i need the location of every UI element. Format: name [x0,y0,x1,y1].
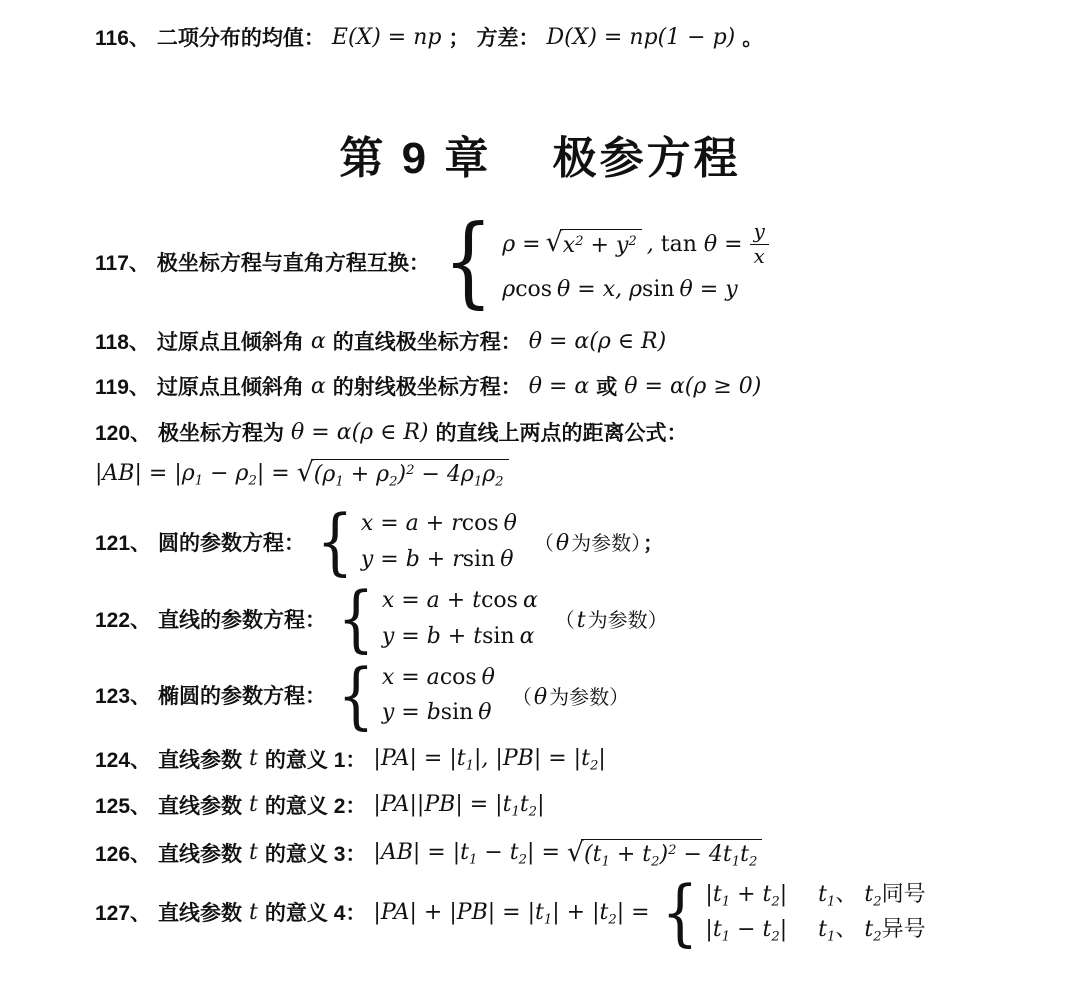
paren-open: （ [554,610,575,633]
radicand: $(t_1 + t_2)^2 - 4t_1t_2$ [581,839,762,867]
formula-item-125 [95,790,1040,820]
formula-item-126 [95,838,1040,868]
case-row [502,221,774,268]
case-row: x = a cos θ [381,664,495,690]
t-meaning-formula: $|PA| + |PB| = |t_1| + |t_2|$ = [373,899,650,928]
formula-item-123 [95,652,1040,737]
t-meaning-formula: $|PA||PB| = |t_1t_2|$ [373,792,545,820]
item-number: 126、 [95,842,152,866]
denominator: x [753,244,765,268]
item-label: 椭圆的参数方程： [158,685,327,709]
item-label: 的意义 3： [264,842,367,866]
note-text: 为参数） [549,686,630,709]
equation-system [333,576,538,661]
note-text: 为参数） [571,533,642,556]
note-text: 为参数） [587,610,668,633]
case-row [705,881,930,909]
formula-item-120-formula [95,457,1040,490]
item-label: 直线参数 [158,748,243,772]
formula-item-127 [95,869,1040,954]
cases-brace: { [316,499,354,584]
param-variable: t [576,608,586,634]
case-condition: $t_1$、 $t_2$同号 [818,881,926,910]
separator: ； [448,27,470,50]
equation-system [657,869,931,954]
numerator: y [750,221,769,245]
item-number: 119、 [95,376,150,400]
item-number: 120、 [95,422,152,446]
item-number: 123、 [95,685,152,709]
paren-open: （ [533,533,554,556]
item-number: 116、 [95,27,150,50]
item-number: 125、 [95,794,152,818]
formula-item-117 [95,205,1040,319]
variance-label: 方差： [476,27,540,50]
chapter-number: 第 9 章 [339,134,492,183]
case-row: y = b + r sin θ [360,546,514,572]
equation-system [333,652,495,737]
ray-formula-2: θ = α(ρ ≥ 0) [624,373,762,399]
chapter-heading [0,122,1080,186]
item-number: 117、 [95,252,150,276]
item-label: 直线参数 [158,794,243,818]
fraction [750,221,769,268]
inline-formula: θ = α(ρ ∈ R) [291,419,429,445]
cases-brace: { [337,576,375,661]
item-label: 直线的参数方程： [158,608,327,632]
item-label: 过原点且倾斜角 [156,331,304,355]
case-rows [497,221,774,303]
chapter-title: 极参方程 [552,134,741,183]
item-number: 121、 [95,531,152,555]
item-label: 极坐标方程与直角方程互换： [156,252,430,276]
case-row: y = b + t sin α [381,623,535,649]
t-meaning-formula: $|PA| = |t_1|$, $|PB| = |t_2|$ [373,746,606,774]
item-label: 直线参数 [158,902,243,926]
item-label: 二项分布的均值： [156,27,325,50]
formula-item-119 [95,371,1040,401]
cases-brace: { [661,869,698,954]
distance-formula: $|AB| = |\rho_1 - \rho_2|$ = [95,460,290,489]
formula-item-122 [95,576,1040,661]
item-label: 的射线极坐标方程： [332,376,522,400]
item-label: 圆的参数方程： [158,531,306,555]
item-label: 的意义 2： [264,794,367,818]
formula-item-121 [95,499,1040,584]
variable-t: t [249,792,258,818]
item-label: 的意义 1： [264,748,367,772]
variable-t: t [249,899,258,925]
case-row: x = a + t cos α [381,588,538,614]
item-label: 过原点且倾斜角 [156,376,304,400]
variance-formula: D(X) = np(1 − p) [546,24,736,50]
equation-system [312,499,517,584]
case-formula: $|t_1 + t_2|$ [705,881,788,910]
case-formula: $|t_1 - t_2|$ [705,917,788,945]
param-note [512,681,631,710]
item-label: 的直线极坐标方程： [332,331,522,355]
cases-brace: { [443,205,494,319]
item-label: 的直线上两点的距离公式： [435,422,688,446]
param-note [534,527,665,556]
sqrt-expression [296,457,509,490]
case-rows [356,510,517,573]
radicand: $(\rho_1 + \rho_2)^2 - 4\rho_1\rho_2$ [311,459,509,487]
variable-t: t [249,840,258,866]
ray-formula-1: θ = α [528,373,590,399]
item-number: 118、 [95,331,150,355]
or-text: 或 [596,376,618,400]
variable-alpha: α [310,328,326,354]
variable-t: t [249,746,258,772]
item-number: 127、 [95,902,152,926]
formula-item-120-label [95,417,1040,447]
variable-alpha: α [310,373,326,399]
case-rows [377,587,538,650]
item-label: 极坐标方程为 [158,422,285,446]
polar-line-formula: θ = α(ρ ∈ R) [528,328,667,354]
math-fragment: ρ = [502,231,541,257]
equation-system [437,205,774,319]
case-row: ρ cos θ = x, ρ sin θ = y [502,276,738,302]
period: 。 [742,27,764,50]
case-rows [700,881,930,944]
case-row [705,916,930,944]
radical-sign: √ [296,457,314,489]
formula-item-118 [95,326,1040,356]
param-note [555,604,670,633]
radical-sign: √ [545,227,563,259]
item-label: 的意义 4： [264,902,367,926]
sqrt-expression [546,229,642,260]
case-rows [377,664,495,727]
radical-sign: √ [566,836,585,868]
radicand: $x^2 + y^2$ [560,229,642,260]
math-fragment: , tan θ = [646,231,743,257]
case-condition: $t_1$、 $t_2$异号 [818,917,926,945]
formula-item-116 [95,22,1040,52]
mean-formula: E(X) = np [331,24,442,50]
note-end: ； [643,533,664,556]
item-number: 124、 [95,748,152,772]
param-variable: θ [533,684,548,710]
t-meaning-formula: $|AB| = |t_1 - t_2|$ = [373,840,560,868]
sqrt-expression [566,836,762,870]
item-label: 直线参数 [158,842,243,866]
param-variable: θ [555,531,570,557]
formula-item-124 [95,744,1040,774]
case-row: y = b sin θ [381,700,492,726]
case-row: x = a + r cos θ [360,511,517,537]
item-number: 122、 [95,608,152,632]
paren-open: （ [511,686,532,709]
cases-brace: { [337,652,375,737]
